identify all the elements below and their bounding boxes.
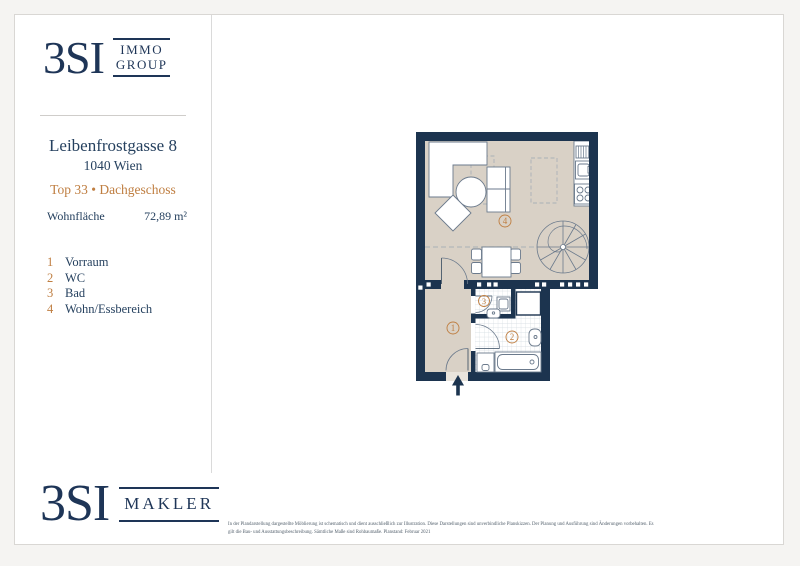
room-1-vorraum-floor [425,289,471,381]
wall-top [416,132,598,141]
svg-text:1: 1 [450,323,456,333]
brand-subtitle-line2: GROUP [115,56,168,72]
brand-subtitle-line1: IMMO [120,42,164,58]
two-seat-sofa [487,167,510,212]
legend-num: 2 [47,270,54,285]
property-city: 1040 Wien [83,158,143,173]
room-legend [47,255,152,317]
legend-item-wc [47,271,152,287]
property-street: Leibenfrostgasse 8 [49,136,177,155]
area-label: Wohnfläche [47,209,105,223]
area-value: 72,89 m² [144,209,187,223]
area-row [47,209,187,224]
property-unit: Top 33 • Dachgeschoss [50,182,176,197]
legend-label: Wohn/Essbereich [65,301,153,316]
legend-label: Vorraum [65,255,109,269]
brand-subtitle [119,487,219,522]
svg-text:2: 2 [509,332,515,342]
small-washbasin [487,309,500,318]
legend-num: 3 [47,286,54,300]
sidebar-divider [211,15,212,473]
shower [517,292,541,315]
bathtub [495,352,541,372]
brand-name: 3SI [40,475,110,532]
legend-label: Bad [65,286,86,300]
disclaimer-text [228,521,668,536]
brand-subtitle-text: MAKLER [124,494,215,514]
brand-logo-makler [40,475,219,532]
floorplan-sheet [14,14,784,545]
brand-logo-immogroup [43,32,170,83]
wall-left [416,132,425,381]
wall-bottom-right [468,372,550,381]
washing-machine [477,353,494,372]
spiral-staircase [537,221,589,273]
wall-bottom-left [416,372,446,381]
legend-item-vorraum [47,255,152,271]
wall-interior [471,351,476,372]
wall-right-upper [589,132,598,289]
brand-name: 3SI [43,32,104,83]
legend-item-wohnessbereich [47,302,152,318]
brand-subtitle [113,38,171,77]
washbasin [529,329,541,346]
disclaimer-line2: gilt die Bau- und Ausstattungsbeschreibung. Sämtliche Maße sind Rohbaumaße. Planstand: Februar 2021 [228,529,431,535]
svg-text:3: 3 [481,296,487,306]
toilet [497,297,510,311]
wall-interior [471,289,476,296]
wall-right-lower [541,289,550,381]
wall-room3-right [511,289,516,319]
svg-text:4: 4 [502,216,508,226]
legend-num: 4 [47,301,54,316]
legend-item-bad [47,286,152,302]
logo-divider [40,115,186,116]
legend-num: 1 [47,255,54,269]
disclaimer-line1: In der Plandarstellung dargestellte Möblierung ist schematisch und dient ausschließlich zur Illustration. Diese Darstellungen sind unverbindliche Planskizzen. Der Planung und Ausführung sind Änderungen vorbehalten. Es [228,522,654,527]
floor-plan-svg [406,121,616,401]
legend-label: WC [65,270,86,285]
